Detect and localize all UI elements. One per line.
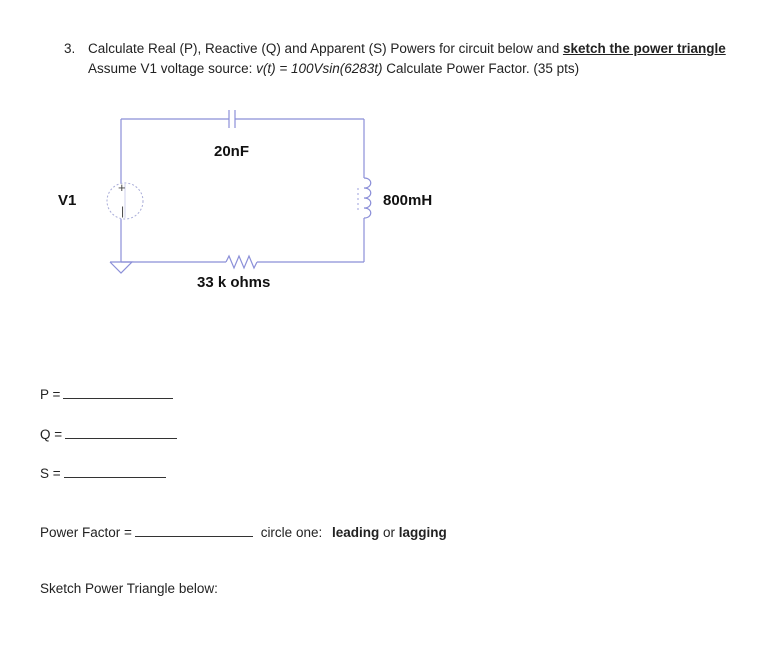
lagging-option[interactable]: lagging [398,525,447,540]
source-label: V1 [58,192,77,209]
s-label: S = [40,466,61,481]
inductor-coil [364,178,371,218]
power-factor-blank[interactable] [135,524,253,537]
source-plus-sign: + [118,180,126,195]
voltage-formula: v(t) = 100Vsin(6283t) [256,61,383,76]
power-factor-label: Power Factor = [40,525,132,540]
q-answer-row [40,426,177,442]
question-line-2-suffix: Calculate Power Factor. (35 pts) [382,61,580,76]
p-answer-row [40,386,173,402]
capacitor-label: 20nF [214,143,250,160]
question-number: 3. [64,41,76,56]
question-line-2-text: Assume V1 voltage source: [88,61,257,76]
inductor-label: 800mH [383,192,433,209]
resistor-label: 33 k ohms [197,274,271,291]
q-answer-blank[interactable] [65,426,177,439]
s-answer-blank[interactable] [64,465,166,478]
sketch-instruction: Sketch Power Triangle below: [40,581,218,596]
circuit-wires [110,110,371,273]
p-label: P = [40,387,61,402]
question-emphasis: sketch the power triangle [562,41,726,56]
resistor-zigzag [226,256,257,268]
leading-option[interactable]: leading [331,525,380,540]
circle-one-prompt: circle one: [260,525,323,540]
or-word: or [383,525,396,540]
source-minus-sign: | [121,204,125,218]
question-line-1-text: Calculate Real (P), Reactive (Q) and Apparent (S) Powers for circuit below and [88,41,563,56]
p-answer-blank[interactable] [63,386,173,399]
power-factor-row [40,524,447,540]
q-label: Q = [40,427,63,442]
s-answer-row [40,465,166,481]
ground-symbol [110,262,132,273]
